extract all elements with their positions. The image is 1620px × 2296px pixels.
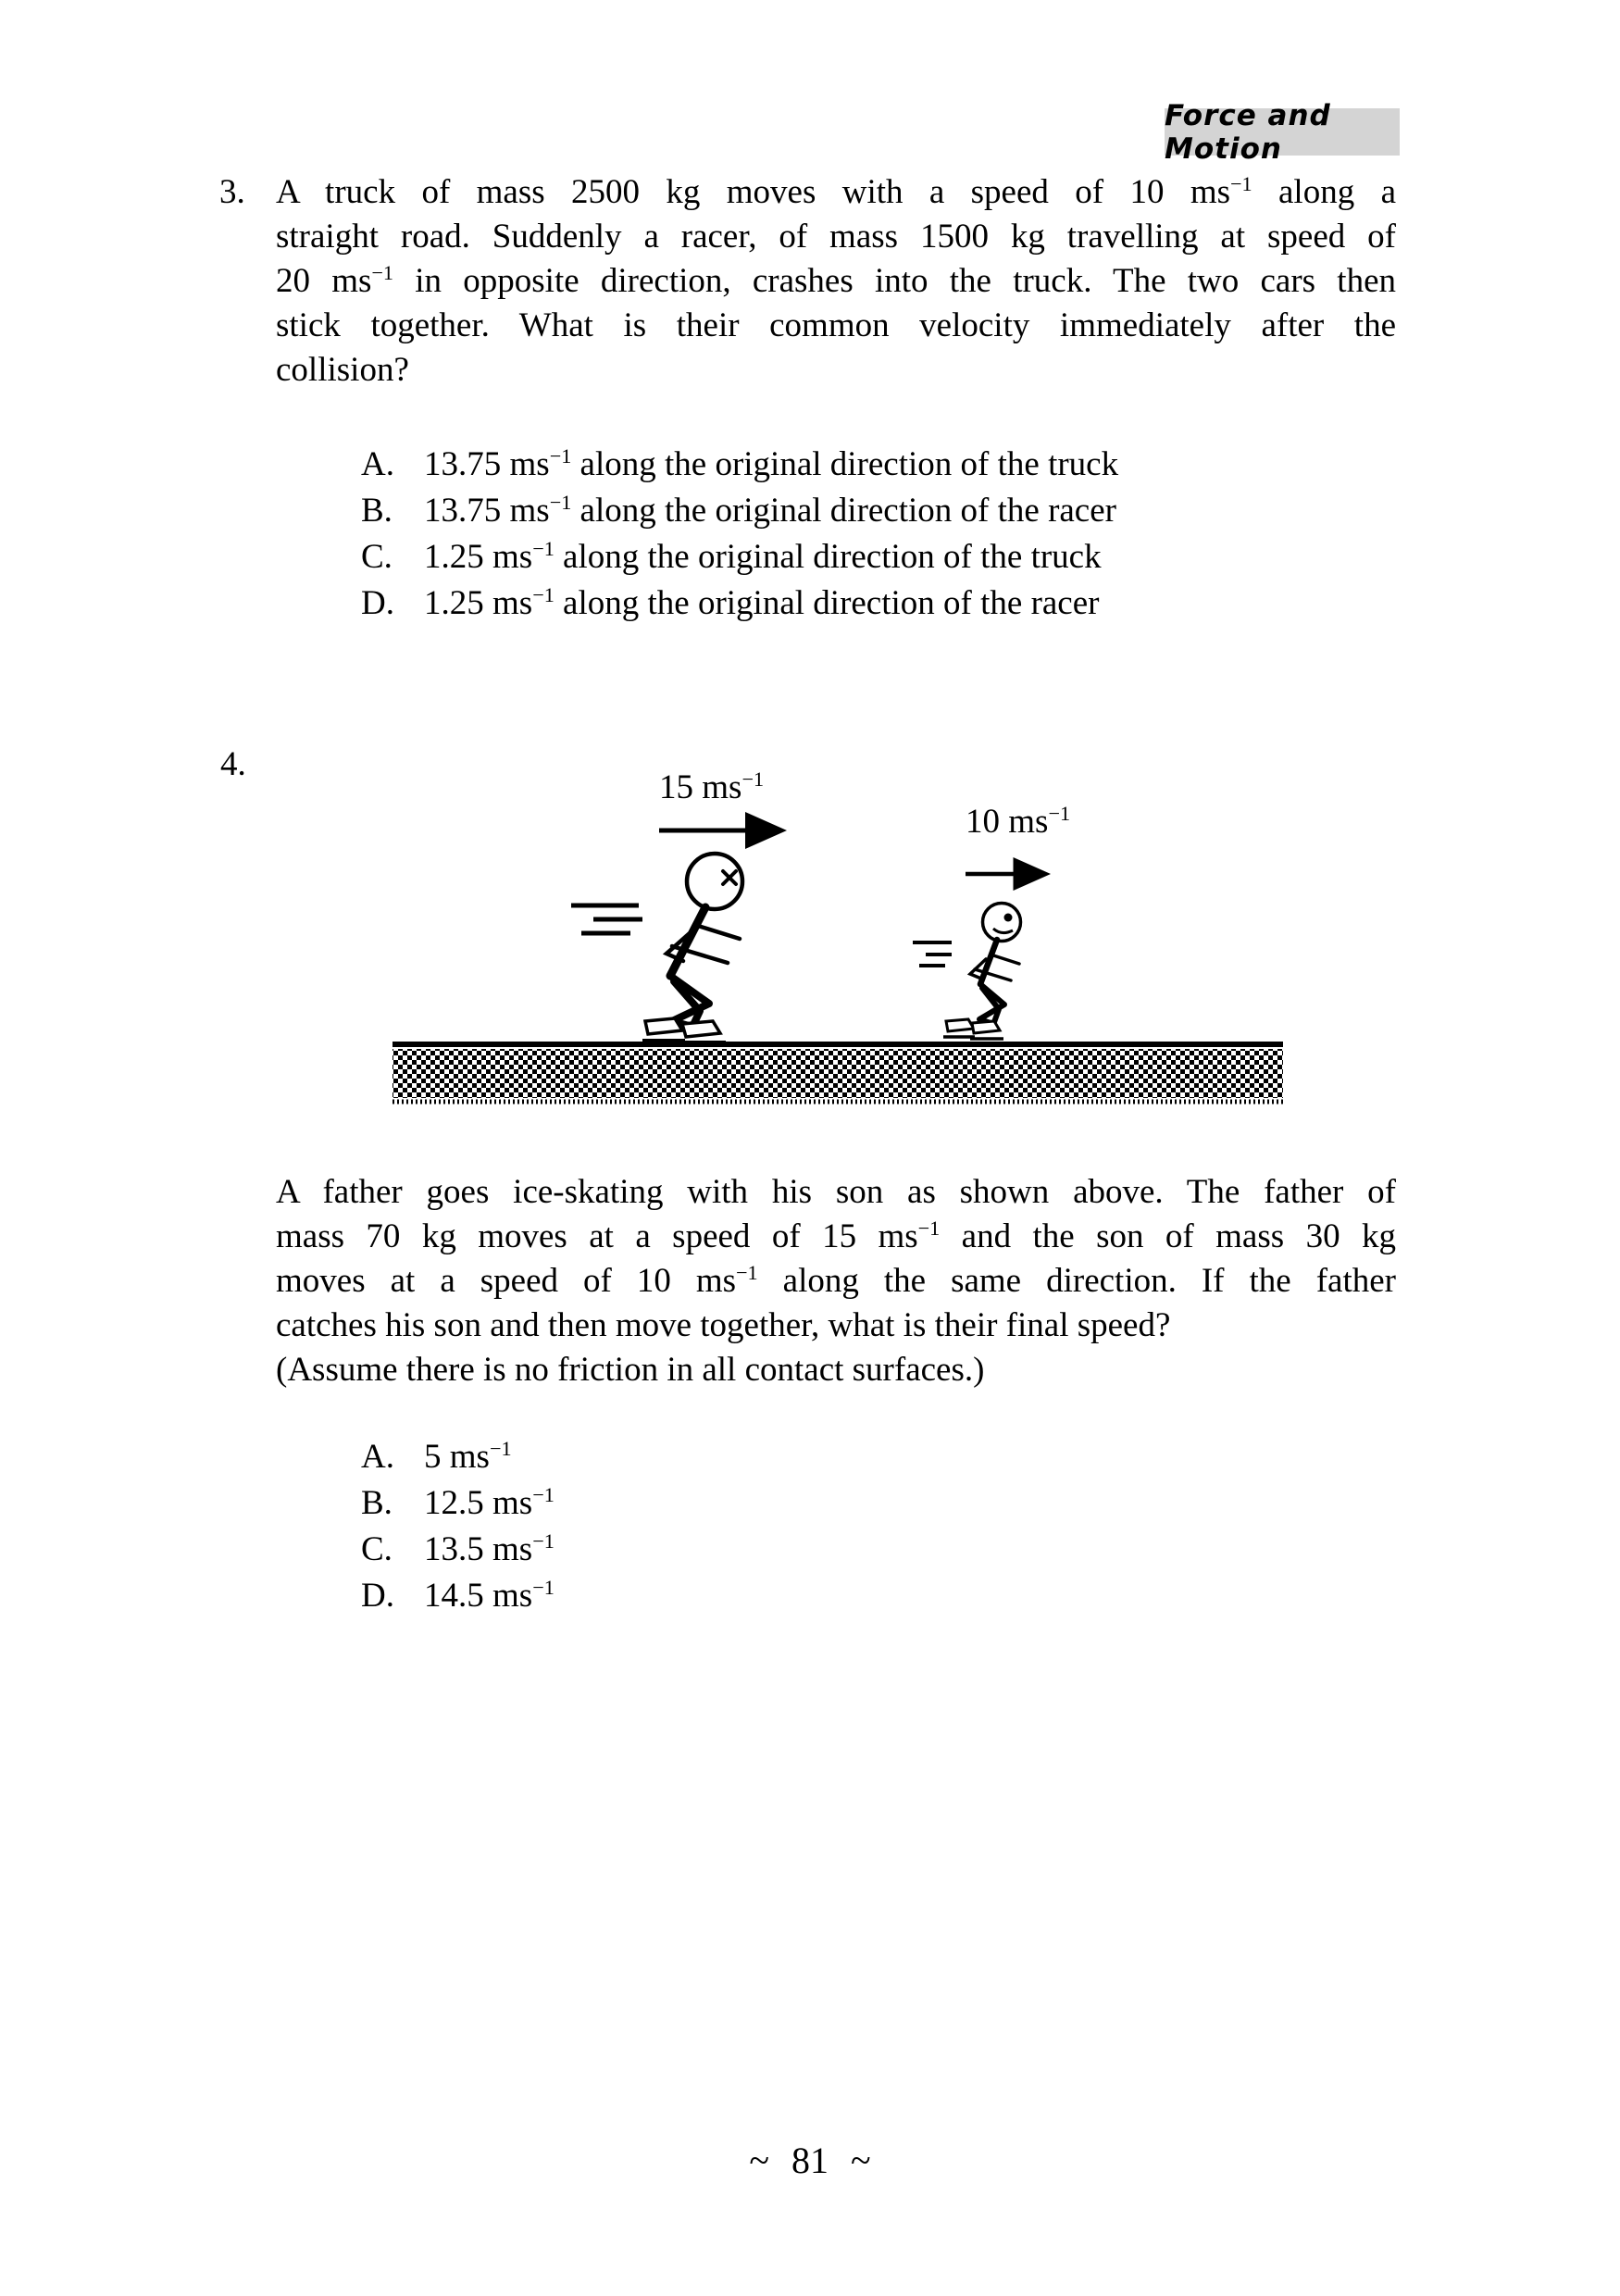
page-number: ~ 81 ~ <box>749 2140 871 2181</box>
question-4-line: (Assume there is no friction in all contact surfaces.) <box>276 1351 985 1389</box>
option-text: 14.5 $ms^{-1}$ <box>424 1576 555 1615</box>
question-4-line: moves at a speed of 10 $ms^{-1}$ along the same direction. If the father <box>276 1261 1396 1300</box>
question-4-number: 4. <box>220 745 246 783</box>
son-speed-label: 10 $ms^{-1}$ <box>966 802 1071 841</box>
option-row <box>361 488 1398 534</box>
option-text: 1.25 $ms^{-1}$ along the original direction of the truck <box>424 537 1102 576</box>
option-letter: A. <box>361 445 394 483</box>
question-4-text <box>276 1170 1396 1392</box>
son-speed-lines-icon <box>913 942 952 966</box>
question-3-line: stick together. What is their common velocity immediately after the <box>276 306 1396 344</box>
son-skates-icon <box>943 1019 1003 1039</box>
question-4-options <box>361 1434 1102 1619</box>
option-letter: C. <box>361 538 393 576</box>
option-text: 13.5 $ms^{-1}$ <box>424 1529 555 1568</box>
chapter-badge: Force and Motion <box>1165 108 1400 156</box>
option-letter: B. <box>361 1484 393 1522</box>
option-text: 12.5 $ms^{-1}$ <box>424 1483 555 1522</box>
option-text: 1.25 $ms^{-1}$ along the original direction of the racer <box>424 583 1100 622</box>
option-row <box>361 1434 1102 1480</box>
question-3-line: collision? <box>276 351 409 389</box>
option-letter: B. <box>361 492 393 530</box>
option-row <box>361 1573 1102 1619</box>
option-text: 13.75 $ms^{-1}$ along the original direction of the racer <box>424 491 1116 530</box>
son-skater-figure <box>943 904 1021 1040</box>
father-skater-figure <box>642 854 742 1042</box>
question-4-line: A father goes ice-skating with his son as shown above. The father of <box>276 1173 1396 1211</box>
option-row <box>361 580 1398 627</box>
question-3-options <box>361 442 1398 627</box>
ice-ground <box>393 1044 1283 1102</box>
question-3-line: A truck of mass 2500 kg moves with a speed of 10 $ms^{-1}$ along a <box>276 172 1396 211</box>
question-4-line: catches his son and then move together, what is their final speed? <box>276 1306 1171 1344</box>
question-3-number: 3. <box>219 173 245 211</box>
father-speed-lines-icon <box>571 905 642 933</box>
option-text: 13.75 $ms^{-1}$ along the original direction of the truck <box>424 444 1119 483</box>
question-3-line: straight road. Suddenly a racer, of mass 1500 kg travelling at speed of <box>276 218 1396 256</box>
question-3-text <box>276 170 1396 393</box>
question-3-line: 20 $ms^{-1}$ in opposite direction, crashes into the truck. The two cars then <box>276 261 1396 300</box>
son-eye-icon <box>1004 914 1013 922</box>
father-speed-label: 15 $ms^{-1}$ <box>659 767 765 806</box>
question-4-line: mass 70 kg moves at a speed of 15 $ms^{-1}$ and the son of mass 30 kg <box>276 1217 1396 1255</box>
option-letter: D. <box>361 1577 394 1615</box>
option-row <box>361 534 1398 580</box>
option-letter: D. <box>361 584 394 622</box>
option-row <box>361 442 1398 488</box>
option-row <box>361 1480 1102 1527</box>
option-row <box>361 1527 1102 1573</box>
option-text: 5 $ms^{-1}$ <box>424 1437 512 1476</box>
option-letter: A. <box>361 1438 394 1476</box>
option-letter: C. <box>361 1530 393 1568</box>
ice-skating-diagram <box>370 731 1296 1111</box>
